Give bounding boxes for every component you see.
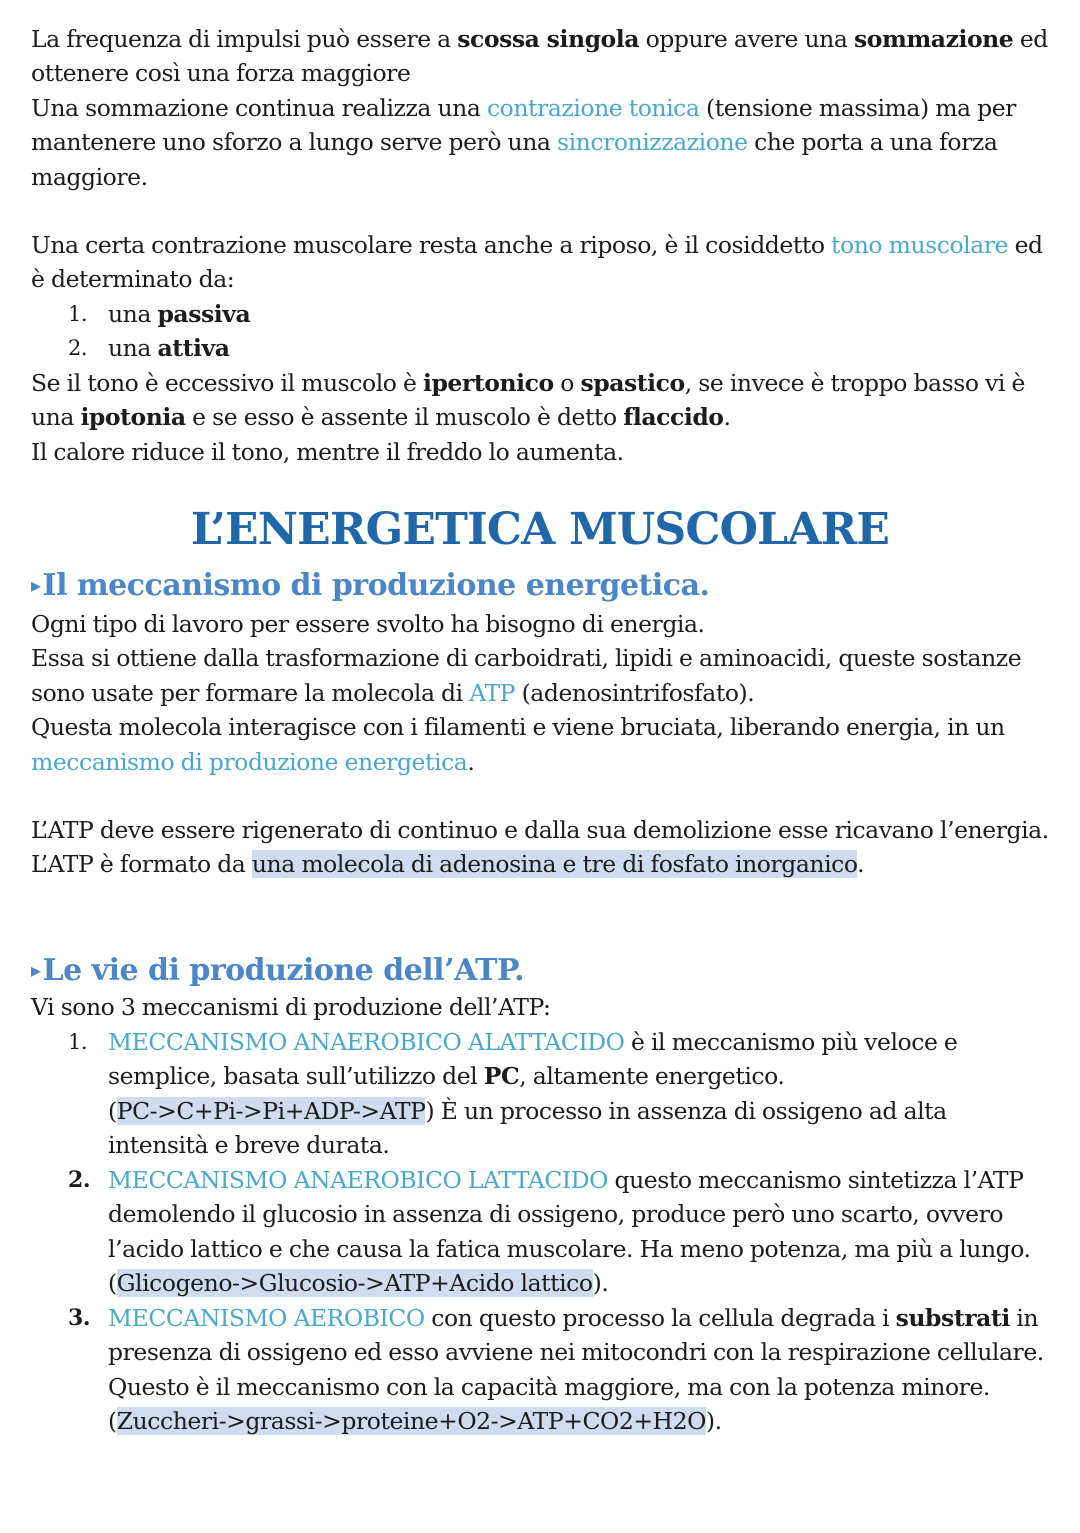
text: è il meccanismo più veloce e semplice, basata sull’utilizzo del bbox=[108, 1028, 958, 1091]
list-number: 2. bbox=[68, 1167, 91, 1193]
highlight-term: meccanismo di produzione energetica bbox=[31, 747, 468, 776]
formula-highlight: Glicogeno->Glucosio->ATP+Acido lattico bbox=[116, 1269, 593, 1298]
text: Una certa contrazione muscolare resta anche a riposo, è il cosiddetto bbox=[31, 231, 832, 259]
text: ( bbox=[108, 1269, 117, 1298]
paragraph-intro: Vi sono 3 meccanismi di produzione dell’ATP: bbox=[31, 993, 551, 1021]
list-item bbox=[68, 331, 1050, 365]
text: che porta a una forza maggiore. bbox=[31, 128, 998, 191]
text: Il calore riduce il tono, mentre il freddo lo aumenta. bbox=[31, 437, 624, 466]
text: Se il tono è eccessivo il muscolo è bbox=[31, 369, 423, 397]
bold-term: spastico bbox=[580, 369, 685, 397]
text: , se invece è troppo basso vi è una bbox=[31, 369, 1025, 432]
bold-term: scossa singola bbox=[457, 25, 640, 53]
heading-text: Le vie di produzione dell’ATP. bbox=[42, 953, 525, 988]
bold-term: flaccido bbox=[623, 403, 724, 432]
text: ( bbox=[108, 1096, 117, 1125]
text: , altamente energetico. bbox=[519, 1062, 785, 1091]
text: L’ATP deve essere rigenerato di continuo e dalla sua demolizione esse ricavano l’energia. bbox=[31, 816, 1049, 844]
paragraph-impulse-frequency bbox=[31, 22, 1050, 194]
triangle-bullet-icon: ▸ bbox=[31, 958, 41, 982]
text: Una sommazione continua realizza una bbox=[31, 93, 487, 122]
text: (tensione massima) ma per mantenere uno sforzo a lungo serve però una bbox=[31, 93, 1016, 157]
text: Essa si ottiene dalla trasformazione di carboidrati, lipidi e aminoacidi, queste sostanze sono usate per formare la molecola di bbox=[31, 644, 1022, 707]
text: oppure avere una bbox=[639, 25, 854, 53]
paragraph-muscle-tone bbox=[31, 228, 1050, 297]
text: ) È un processo in assenza di ossigeno ad alta intensità e breve durata. bbox=[108, 1096, 947, 1160]
highlight-term: tono muscolare bbox=[831, 231, 1009, 259]
paragraph-tone-states bbox=[31, 366, 1050, 469]
text: una bbox=[108, 334, 158, 362]
heading-text: Il meccanismo di produzione energetica. bbox=[42, 568, 710, 603]
text: . bbox=[467, 747, 475, 776]
bold-term: ipertonico bbox=[422, 369, 554, 397]
bold-term: attiva bbox=[157, 334, 230, 362]
text: L’ATP è formato da bbox=[31, 850, 252, 879]
text: o bbox=[553, 369, 581, 397]
list-number: 3. bbox=[68, 1305, 91, 1331]
highlight-term: sincronizzazione bbox=[557, 128, 748, 157]
highlight-term: ATP bbox=[469, 678, 516, 707]
formula-highlight: PC->C+Pi->Pi+ADP->ATP bbox=[116, 1096, 426, 1125]
list-item-mechanism bbox=[68, 1025, 1050, 1163]
text: questo meccanismo sintetizza l’ATP demolendo il glucosio in assenza di ossigeno, produce però uno scarto, ovvero l’acido lattico e che causa la fatica muscolare. Ha meno potenza, ma più a lungo. bbox=[108, 1166, 1031, 1263]
triangle-bullet-icon: ▸ bbox=[31, 573, 41, 597]
text: ed ottenere così una forza maggiore bbox=[31, 25, 1048, 88]
mechanism-name: MECCANISMO ANAEROBICO ALATTACIDO bbox=[108, 1028, 625, 1056]
formula-highlight: Zuccheri->grassi->proteine+O2->ATP+CO2+H2O bbox=[116, 1407, 706, 1436]
mechanism-name: MECCANISMO ANAEROBICO LATTACIDO bbox=[108, 1166, 608, 1194]
text: . bbox=[857, 850, 865, 879]
list-number: 1. bbox=[68, 302, 88, 326]
text: ). bbox=[705, 1407, 722, 1436]
bold-term: sommazione bbox=[853, 25, 1014, 53]
bold-term: PC bbox=[483, 1062, 520, 1091]
text: (adenosintrifosfato). bbox=[515, 678, 755, 707]
paragraph-atp bbox=[31, 813, 1050, 882]
text: una bbox=[108, 300, 158, 328]
text: e se esso è assente il muscolo è detto bbox=[185, 403, 624, 432]
text: ). bbox=[592, 1269, 609, 1298]
list-item bbox=[68, 297, 1050, 331]
bold-term: substrati bbox=[895, 1304, 1010, 1332]
text: Ogni tipo di lavoro per essere svolto ha bisogno di energia. bbox=[31, 610, 705, 638]
paragraph-energy bbox=[31, 607, 1050, 779]
page-title: L’ENERGETICA MUSCOLARE bbox=[190, 504, 890, 555]
list-item-mechanism bbox=[68, 1301, 1050, 1439]
mechanism-name: MECCANISMO AEROBICO bbox=[108, 1304, 425, 1332]
section-heading-energy-production bbox=[31, 565, 709, 606]
text: in presenza di ossigeno ed esso avviene nei mitocondri con la respirazione cellulare. Questo è il meccanismo con la capacità maggiore, ma con la potenza minore. ( bbox=[108, 1304, 1044, 1436]
section-heading-atp-pathways bbox=[31, 950, 524, 991]
text: con questo processo la cellula degrada i bbox=[424, 1304, 896, 1332]
list-item-mechanism bbox=[68, 1163, 1050, 1301]
bold-term: ipotonia bbox=[80, 403, 186, 432]
text: Questa molecola interagisce con i filamenti e viene bruciata, liberando energia, in un bbox=[31, 713, 1005, 742]
highlight-term: contrazione tonica bbox=[486, 93, 700, 122]
list-number: 1. bbox=[68, 1030, 88, 1054]
highlighted-text: una molecola di adenosina e tre di fosfato inorganico bbox=[251, 850, 858, 879]
list-number: 2. bbox=[68, 336, 88, 360]
bold-term: passiva bbox=[157, 300, 251, 328]
text: ed è determinato da: bbox=[31, 231, 1043, 294]
text: . bbox=[723, 403, 731, 432]
text: La frequenza di impulsi può essere a bbox=[31, 25, 458, 53]
